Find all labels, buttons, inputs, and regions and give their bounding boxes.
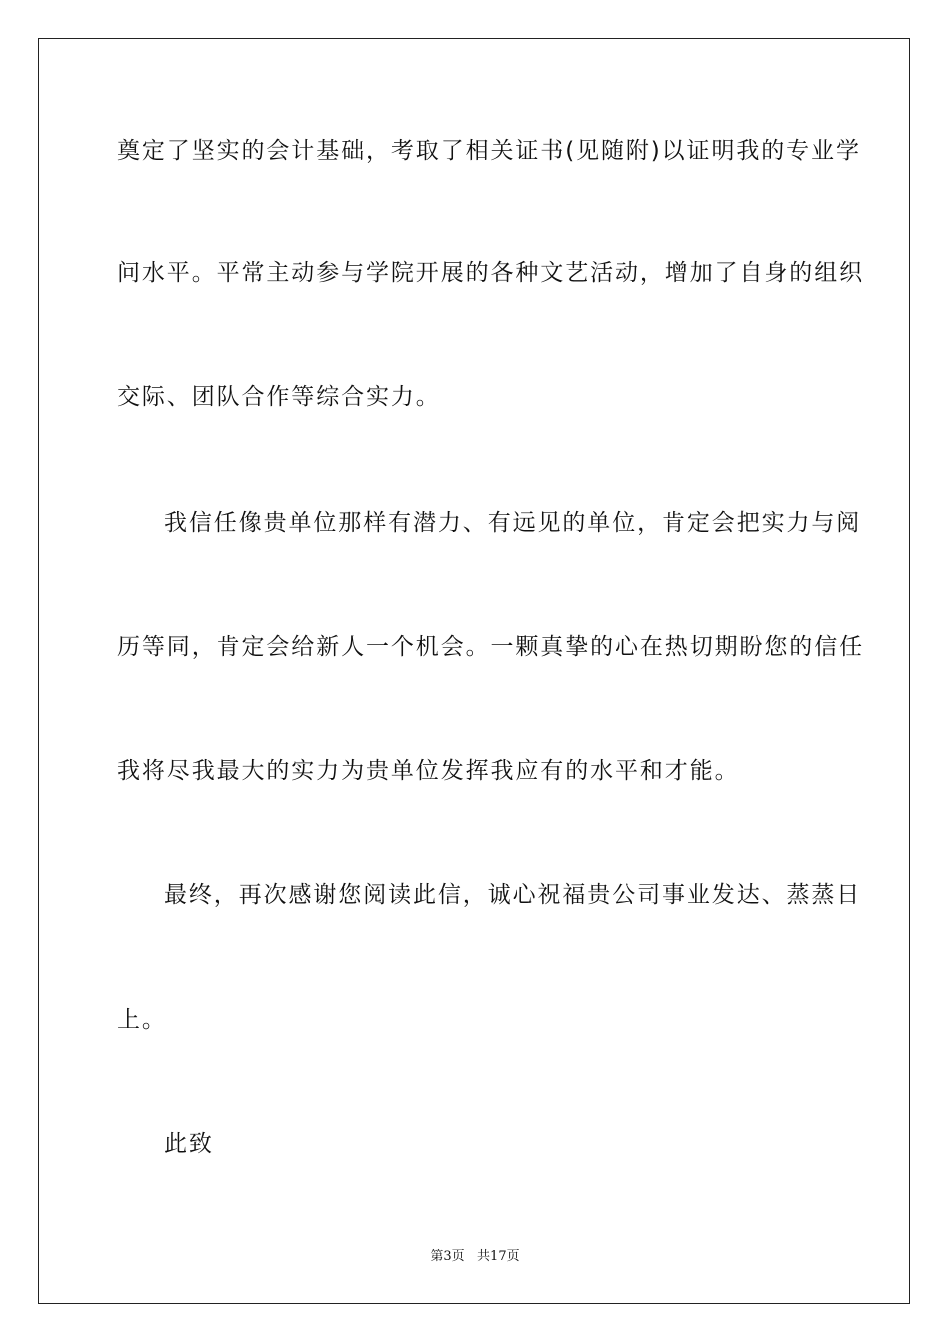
body-line: 最终，再次感谢您阅读此信，诚心祝福贵公司事业发达、蒸蒸日 <box>164 882 862 908</box>
closing-salutation: 此致 <box>164 1131 214 1157</box>
body-line: 我将尽我最大的实力为贵单位发挥我应有的水平和才能。 <box>117 758 740 784</box>
body-line: 上。 <box>117 1007 167 1033</box>
page-number: 第3页 共17页 <box>430 1249 520 1264</box>
body-line: 我信任像贵单位那样有潜力、有远见的单位，肯定会把实力与阅 <box>164 510 862 536</box>
body-line: 历等同，肯定会给新人一个机会。一颗真挚的心在热切期盼您的信任 <box>117 634 864 660</box>
page-border <box>38 38 910 1304</box>
body-line: 奠定了坚实的会计基础，考取了相关证书(见随附)以证明我的专业学 <box>117 138 861 164</box>
body-line: 问水平。平常主动参与学院开展的各种文艺活动，增加了自身的组织 <box>117 260 864 286</box>
body-line: 交际、团队合作等综合实力。 <box>117 384 441 410</box>
